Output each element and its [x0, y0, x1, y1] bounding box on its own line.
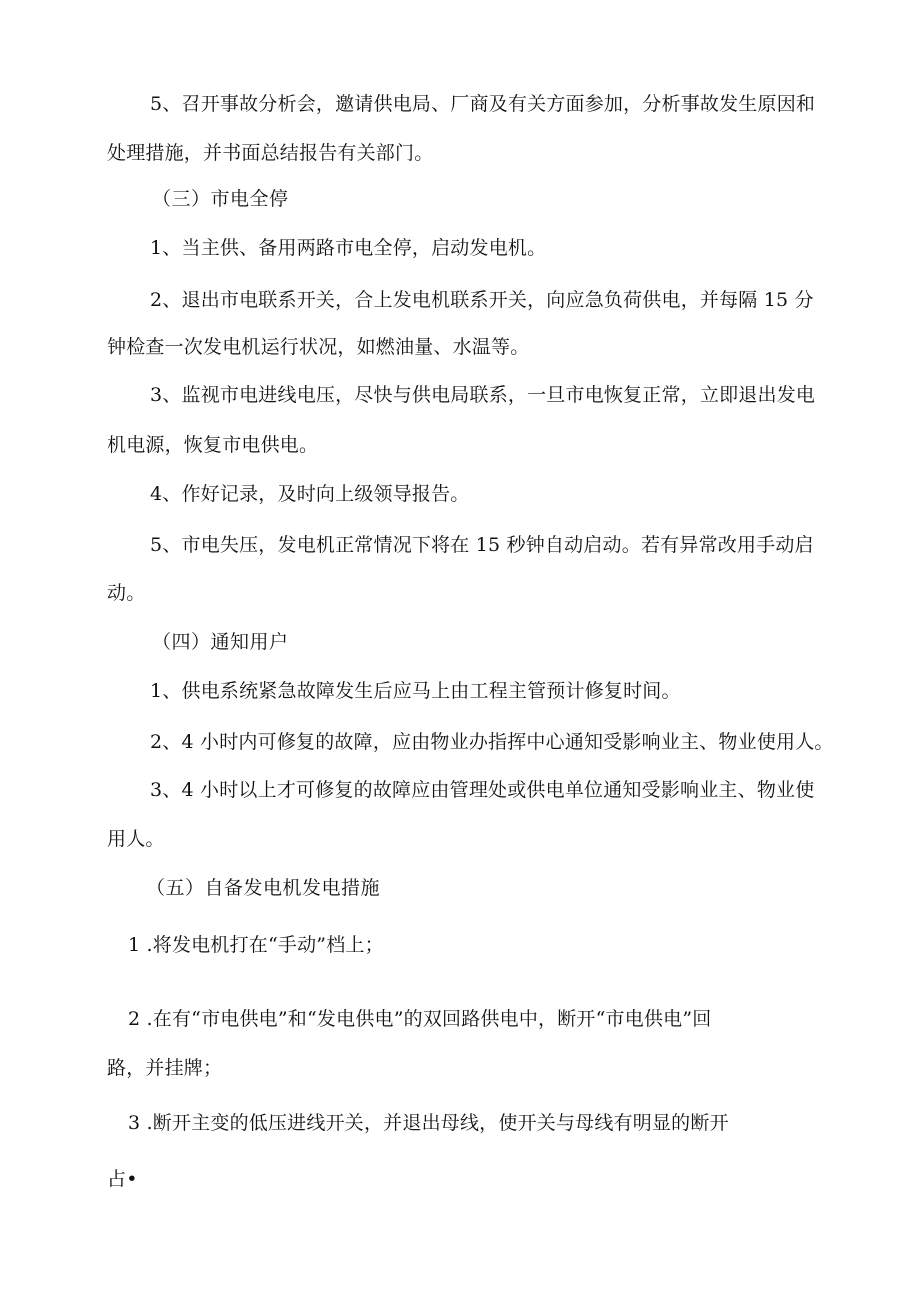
paragraph-line: 2、退出市电联系开关，合上发电机联系开关，向应急负荷供电，并每隔 15 分 [150, 289, 814, 311]
paragraph-line: 4、作好记录，及时向上级领导报告。 [150, 483, 470, 505]
paragraph-line: 5、召开事故分析会，邀请供电局、厂商及有关方面参加，分析事故发生原因和 [150, 93, 816, 115]
paragraph-line: 2 .在有“市电供电”和“发电供电”的双回路供电中，断开“市电供电”回 [128, 1008, 712, 1030]
paragraph-line: 动。 [107, 582, 146, 604]
paragraph-line: 3、监视市电进线电压，尽快与供电局联系，一旦市电恢复正常，立即退出发电 [150, 384, 816, 406]
section-heading: （五）自备发电机发电措施 [146, 877, 381, 899]
paragraph-line: 路，并挂牌； [107, 1057, 223, 1079]
paragraph-line: 3、4 小时以上才可修复的故障应由管理处或供电单位通知受影响业主、物业使 [150, 779, 815, 801]
paragraph-line: 占• [107, 1168, 138, 1190]
paragraph-line: 1、供电系统紧急故障发生后应马上由工程主管预计修复时间。 [150, 680, 681, 702]
paragraph-line: 机电源，恢复市电供电。 [107, 434, 319, 456]
paragraph-line: 1 .将发电机打在“手动”档上； [128, 934, 384, 956]
paragraph-line: 钟检查一次发电机运行状况，如燃油量、水温等。 [107, 336, 530, 358]
section-heading: （四）通知用户 [152, 631, 289, 653]
section-heading: （三）市电全停 [152, 188, 289, 210]
paragraph-line: 1、当主供、备用两路市电全停，启动发电机。 [150, 237, 547, 259]
paragraph-line: 3 .断开主变的低压进线开关，并退出母线，使开关与母线有明显的断开 [128, 1112, 729, 1134]
paragraph-line: 5、市电失压，发电机正常情况下将在 15 秒钟自动启动。若有异常改用手动启 [150, 534, 814, 556]
paragraph-line: 处理措施，并书面总结报告有关部门。 [107, 142, 434, 164]
paragraph-line: 用人。 [107, 828, 165, 850]
paragraph-line: 2、4 小时内可修复的故障，应由物业办指挥中心通知受影响业主、物业使用人。 [150, 731, 834, 753]
